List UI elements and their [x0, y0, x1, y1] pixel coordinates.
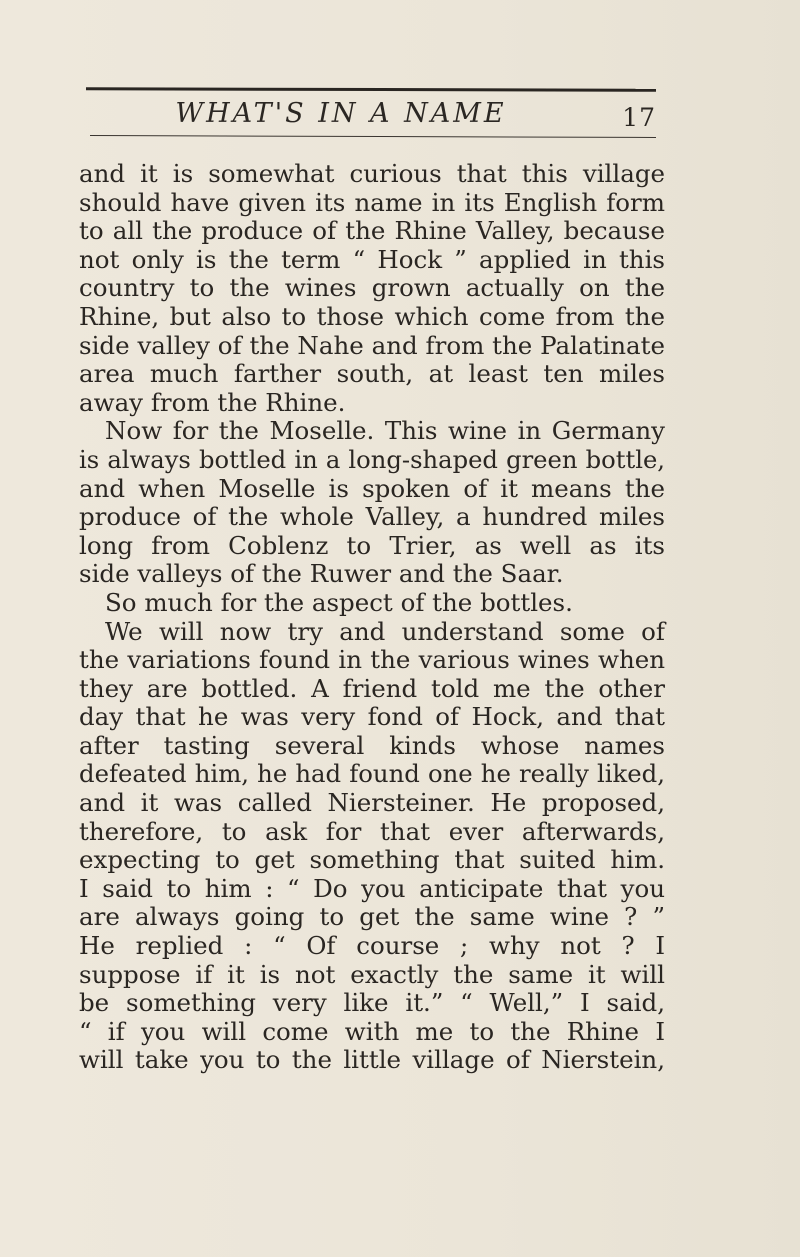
- text-line: expecting to get something that suited him.: [79, 845, 665, 875]
- text-line: country to the wines grown actually on the: [79, 273, 665, 303]
- text-line: the variations found in the various wines when: [79, 645, 665, 675]
- text-line: side valley of the Nahe and from the Palatinate: [79, 330, 665, 360]
- text-line: I said to him : “ Do you anticipate that you: [79, 873, 665, 903]
- text-line: produce of the whole Valley, a hundred miles: [79, 502, 665, 532]
- text-line: will take you to the little village of Nierstein,: [79, 1045, 665, 1075]
- text-line: We will now try and understand some of: [105, 616, 665, 646]
- running-head: [86, 96, 656, 132]
- text-line: long from Coblenz to Trier, as well as its: [79, 530, 665, 560]
- text-line: day that he was very fond of Hock, and that: [79, 702, 665, 732]
- text-line: So much for the aspect of the bottles.: [105, 587, 573, 617]
- text-line: away from the Rhine.: [79, 387, 346, 417]
- text-line: suppose if it is not exactly the same it will: [79, 959, 665, 989]
- text-line: Rhine, but also to those which come from the: [79, 301, 665, 331]
- text-line: therefore, to ask for that ever afterwards,: [79, 816, 665, 846]
- header-rule-top: [86, 87, 656, 91]
- text-line: and it was called Niersteiner. He proposed,: [79, 788, 665, 818]
- text-line: be something very like it.” “ Well,” I said,: [79, 988, 665, 1018]
- text-line: not only is the term “ Hock ” applied in this: [79, 244, 665, 274]
- text-line: to all the produce of the Rhine Valley, because: [79, 216, 665, 246]
- page-number: 17: [622, 103, 656, 132]
- text-line: “ if you will come with me to the Rhine I: [79, 1016, 665, 1046]
- text-line: are always going to get the same wine ? ”: [79, 902, 665, 932]
- running-title: WHAT'S IN A NAME: [175, 98, 507, 129]
- header-rule-bottom: [90, 135, 656, 138]
- text-line: He replied : “ Of course ; why not ? I: [79, 931, 665, 961]
- body-text: [79, 160, 665, 1075]
- text-line: defeated him, he had found one he really liked,: [79, 759, 665, 789]
- text-line: they are bottled. A friend told me the other: [79, 673, 665, 703]
- text-line: should have given its name in its English form: [79, 187, 665, 217]
- text-line: and it is somewhat curious that this village: [79, 159, 665, 188]
- text-line: and when Moselle is spoken of it means the: [79, 473, 665, 503]
- text-line: Now for the Moselle. This wine in Germany: [105, 416, 665, 446]
- text-line: is always bottled in a long-shaped green bottle,: [79, 444, 665, 474]
- text-line: area much farther south, at least ten miles: [79, 359, 665, 389]
- text-line: side valleys of the Ruwer and the Saar.: [79, 559, 564, 589]
- text-line: after tasting several kinds whose names: [79, 730, 665, 760]
